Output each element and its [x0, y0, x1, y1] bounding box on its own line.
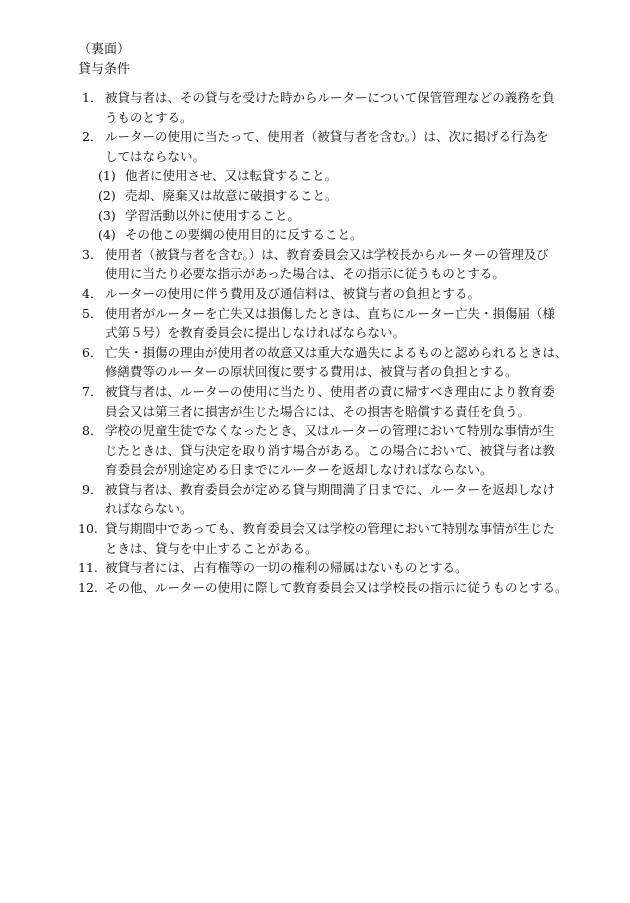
item-line: ルーターの使用に当たって、使用者（被貸与者を含む。）は、次に掲げる行為を: [105, 129, 549, 145]
condition-item-10: [0, 519, 605, 558]
item-line: 使用者がルーターを亡失又は損傷したときは、直ちにルーター亡失・損傷届（様: [105, 305, 556, 321]
item-number: 1．: [82, 90, 103, 105]
sub-item-2: [0, 186, 630, 206]
item-line: してはならない。: [105, 148, 206, 164]
item-number: 10.: [78, 521, 98, 537]
side-label: （裏面）: [78, 42, 131, 57]
item-number: 6．: [82, 344, 103, 360]
item-line: 修繕費等のルーターの原状回復に要する費用は、被貸与者の負担とする。: [105, 364, 518, 380]
item-line: 学校の児童生徒でなくなったとき、又はルーターの管理において特別な事情が生: [105, 423, 555, 439]
sub-item-text: 売却、廃棄又は故意に破損すること。: [125, 187, 338, 203]
sub-item-text: 他者に使用させ、又は転貸すること。: [125, 168, 338, 184]
item-line: 式第５号）を教育委員会に提出しなければならない。: [105, 325, 406, 341]
condition-item-8: [0, 421, 605, 480]
item-line: うものとする。: [105, 109, 193, 125]
item-number: 12.: [78, 579, 98, 595]
sub-item-number: (3): [98, 207, 116, 223]
sub-item-3: [0, 206, 630, 226]
condition-item-2: [0, 127, 605, 166]
condition-item-4: [0, 284, 605, 304]
item-line: 使用者（被貸与者を含む。）は、教育委員会又は学校長からルーターの管理及び: [105, 246, 549, 262]
condition-item-1: [0, 88, 605, 127]
item-line: じたときは、貸与決定を取り消す場合がある。この場合において、被貸与者は教: [105, 442, 555, 458]
item-line: 使用に当たり必要な指示があった場合は、その指示に従うものとする。: [105, 266, 505, 282]
item-line: 被貸与者は、教育委員会が定める貸与期間満了日までに、ルーターを返却しなけ: [105, 481, 556, 497]
condition-item-6: [0, 343, 605, 382]
condition-item-7: [0, 382, 605, 421]
item-line: ればならない。: [105, 501, 193, 517]
section-title: 貸与条件: [78, 62, 131, 77]
prohibited-acts-list: [0, 166, 630, 244]
sub-item-4: [0, 225, 630, 245]
item-line: その他、ルーターの使用に際して教育委員会又は学校長の指示に従うものとする。: [105, 579, 568, 595]
sub-item-1: [0, 166, 630, 186]
condition-item-3: [0, 245, 605, 284]
item-line: 被貸与者には、占有権等の一切の権利の帰属はないものとする。: [105, 560, 468, 576]
item-number: 8．: [82, 423, 103, 439]
item-number: 2．: [82, 129, 103, 145]
item-line: 員会又は第三者に損害が生じた場合には、その損害を賠償する責任を負う。: [105, 403, 531, 419]
item-number: 4．: [82, 285, 103, 301]
sub-item-number: (4): [98, 227, 116, 243]
condition-item-11: [0, 558, 605, 578]
sub-item-number: (1): [98, 168, 116, 184]
item-line: 亡失・損傷の理由が使用者の故意又は重大な過失によるものと認められるときは、: [105, 344, 568, 360]
item-line: 被貸与者は、ルーターの使用に当たり、使用者の責に帰すべき理由により教育委: [105, 383, 555, 399]
item-number: 11.: [78, 560, 98, 576]
condition-item-9: [0, 480, 605, 519]
item-line: ルーターの使用に伴う費用及び通信料は、被貸与者の負担とする。: [105, 285, 481, 301]
condition-item-12: [0, 578, 605, 598]
item-line: ときは、貸与を中止することがある。: [105, 540, 318, 556]
condition-item-5: [0, 304, 605, 343]
item-line: 貸与期間中であっても、教育委員会又は学校の管理において特別な事情が生じた: [105, 521, 555, 537]
item-line: 被貸与者は、その貸与を受けた時からルーターについて保管管理などの義務を負: [105, 90, 555, 105]
sub-item-text: その他この要綱の使用目的に反すること。: [125, 227, 363, 243]
item-number: 7．: [82, 383, 103, 399]
item-number: 3．: [82, 246, 103, 262]
sub-item-number: (2): [98, 187, 116, 203]
item-number: 9．: [82, 481, 103, 497]
item-number: 5．: [82, 305, 103, 321]
item-line: 育委員会が別途定める日までにルーターを返却しなければならない。: [105, 462, 493, 478]
sub-item-text: 学習活動以外に使用すること。: [125, 207, 301, 223]
conditions-list: [0, 88, 630, 597]
